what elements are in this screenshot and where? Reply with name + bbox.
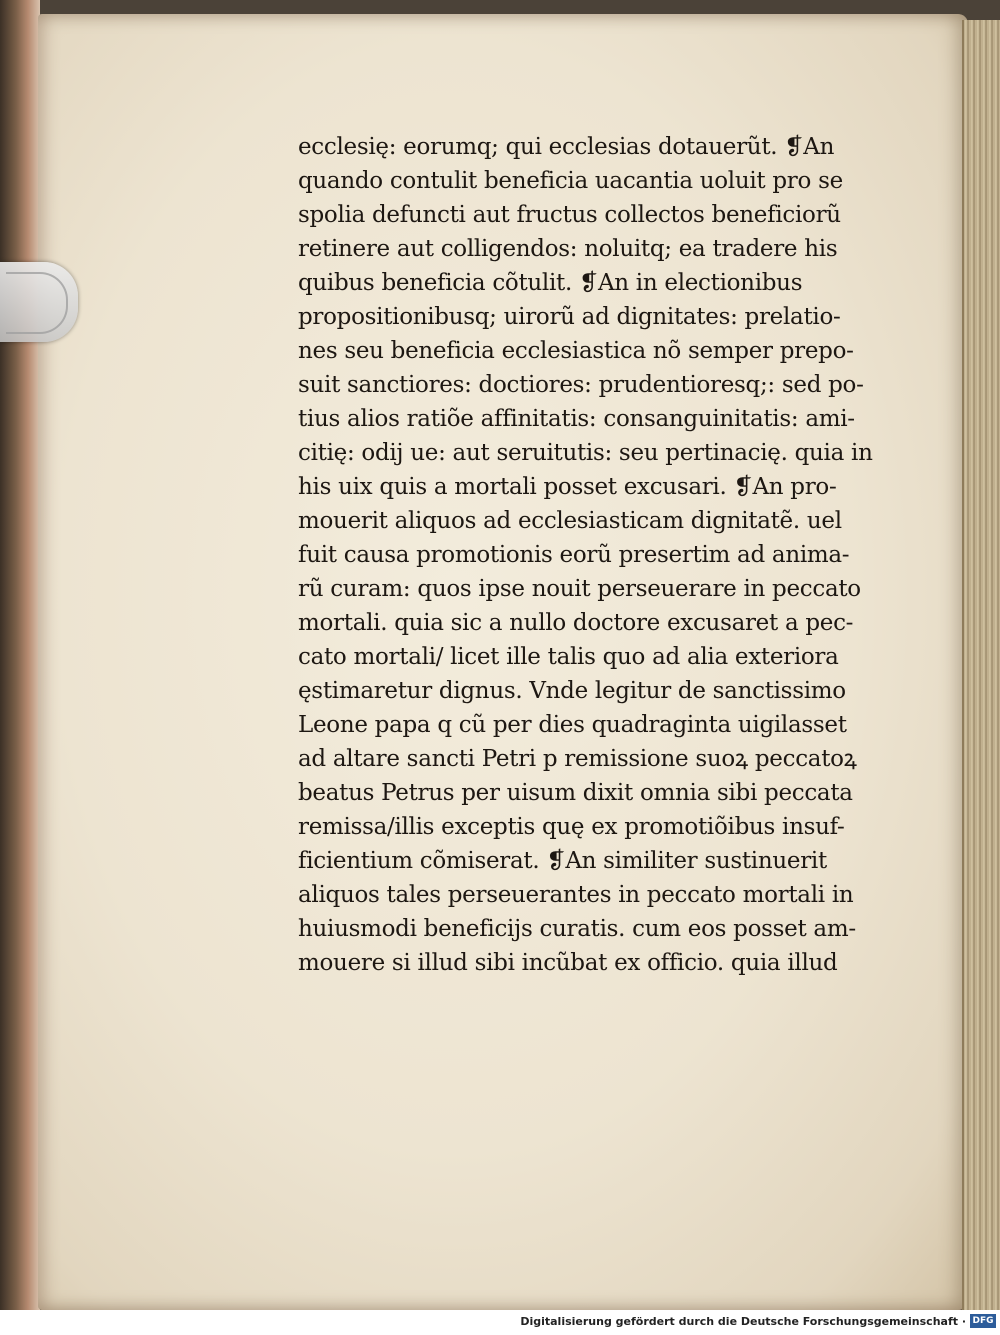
text-line: nes seu beneficia ecclesiastica nõ semper prepo- — [298, 338, 854, 364]
text-line: citię: odij ue: aut seruitutis: seu pertinacię. quia in — [298, 440, 873, 466]
text-line: quibus beneficia cõtulit. ❡An in electionibus — [298, 270, 803, 296]
text-line: suit sanctiores: doctiores: prudentioresq;: sed po- — [298, 372, 864, 398]
text-line: ficientium cõmiserat. ❡An similiter sustinuerit — [298, 848, 827, 874]
text-line: tius alios ratiõe affinitatis: consanguinitatis: ami- — [298, 406, 855, 432]
text-line: spolia defuncti aut fructus collectos beneficiorũ — [298, 202, 841, 228]
text-line: cato mortali/ licet ille talis quo ad alia exteriora — [298, 644, 839, 670]
text-line: his uix quis a mortali posset excusari. ❡An pro- — [298, 474, 837, 500]
text-line: ęstimaretur dignus. Vnde legitur de sanctissimo — [298, 678, 846, 704]
text-block — [298, 130, 873, 980]
book-binding-edge — [0, 0, 40, 1335]
text-line: beatus Petrus per uisum dixit omnia sibi peccata — [298, 780, 853, 806]
text-line: propositionibusq; uirorũ ad dignitates: prelatio- — [298, 304, 841, 330]
text-line: remissa/illis exceptis quę ex promotiõibus insuf- — [298, 814, 845, 840]
text-line: retinere aut colligendos: noluitq; ea tradere his — [298, 236, 838, 262]
text-line: huiusmodi beneficijs curatis. cum eos posset am- — [298, 916, 856, 942]
page-clip-loop — [6, 272, 68, 334]
page-clip — [0, 262, 78, 342]
text-line: quando contulit beneficia uacantia uoluit pro se — [298, 168, 843, 194]
text-line: aliquos tales perseuerantes in peccato mortali in — [298, 882, 854, 908]
digitization-credit: Digitalisierung gefördert durch die Deutsche Forschungsgemeinschaft · — [520, 1315, 966, 1328]
text-line: ecclesię: eorumq; qui ecclesias dotauerũt. ❡An — [298, 134, 835, 160]
page-fore-edge — [962, 20, 1000, 1310]
text-line: mouerit aliquos ad ecclesiasticam dignitatẽ. uel — [298, 508, 842, 534]
dfg-logo: DFG — [970, 1314, 996, 1328]
text-line: mouere si illud sibi incũbat ex officio. quia illud — [298, 950, 838, 976]
text-line: fuit causa promotionis eorũ presertim ad anima- — [298, 542, 850, 568]
text-line: ad altare sancti Petri p remissione suoꝝ peccatoꝝ — [298, 746, 857, 772]
text-line: rũ curam: quos ipse nouit perseuerare in peccato — [298, 576, 861, 602]
text-line: Leone papa q cũ per dies quadraginta uigilasset — [298, 712, 847, 738]
text-line: mortali. quia sic a nullo doctore excusaret a pec- — [298, 610, 854, 636]
